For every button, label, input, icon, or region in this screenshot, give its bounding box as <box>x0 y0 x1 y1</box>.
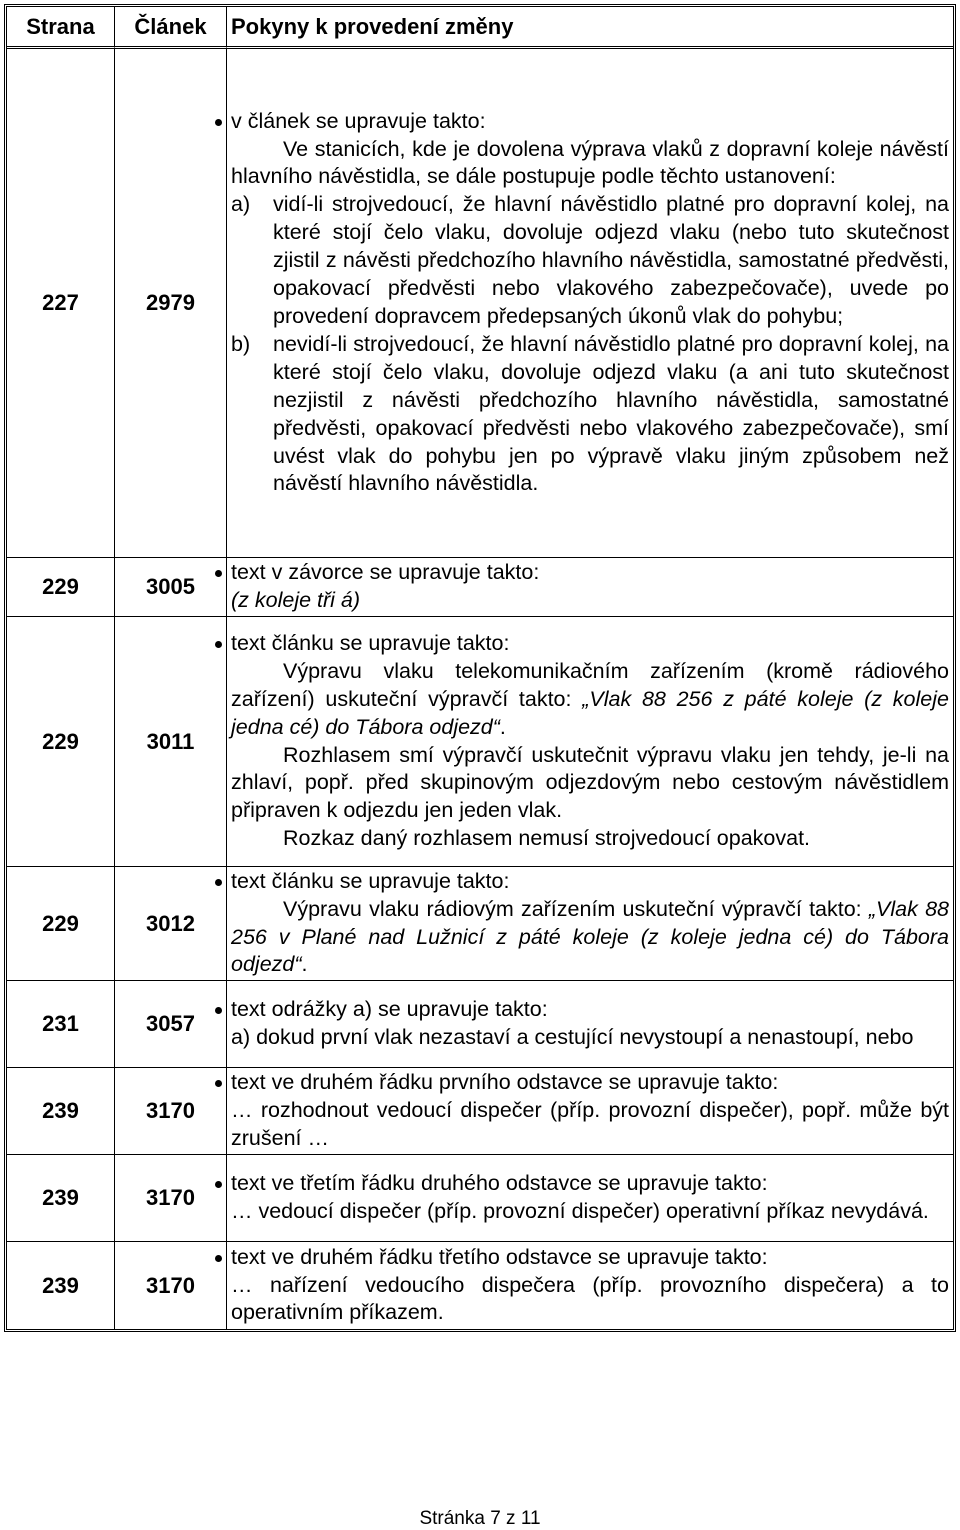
page-number: 229 <box>7 617 115 867</box>
instruction-lead: text ve třetím řádku druhého odstavce se upravuje takto: <box>231 1170 949 1198</box>
paragraph-text: Výpravu vlaku telekomunikačním zařízením (kromě rádiového zařízení) uskuteční výpravčí takto: <box>231 658 949 711</box>
page-number: 231 <box>7 981 115 1068</box>
quoted-announcement: „Vlak 88 256 v Plané nad Lužnicí z páté koleje (z koleje jedna cé) do Tábora odjezd“ <box>231 896 950 977</box>
header-row <box>7 7 953 49</box>
instruction-cell <box>227 558 953 617</box>
list-item-text: nevidí-li strojvedoucí, že hlavní návěstidlo platné pro dopravní kolej, na které stojí čelo vlaku, dovoluje odjezd vlaku (a ani tuto skutečnost nezjistil z návěsti předchozího hlavního návěstidla, samostatné předvěsti, opakovací předvěsti nebo vlakového zabezpečovače), smí uvést vlak do pohybu jen po výpravě vlaku jiným způsobem než návěstí hlavního návěstidla. <box>273 331 949 496</box>
table-row <box>7 867 953 981</box>
instruction-lead: text ve druhém řádku třetího odstavce se upravuje takto: <box>231 1244 949 1272</box>
instruction-paragraph: Rozhlasem smí výpravčí uskutečnit výpravu vlaku jen tehdy, je-li na zhlaví, popř. před skupinovým odjezdovým nebo cestovým návěstidlem připraven k odjezdu jen jeden vlak. <box>231 742 949 823</box>
table-row <box>7 1155 953 1242</box>
instruction-cell <box>227 1068 953 1155</box>
instruction-paragraph: Rozkaz daný rozhlasem nemusí strojvedoucí opakovat. <box>283 826 811 851</box>
instruction-paragraph <box>231 658 949 742</box>
page-number: 229 <box>7 558 115 617</box>
instruction-text: a) dokud první vlak nezastaví a cestující nevystoupí a nenastoupí, nebo <box>231 1025 914 1049</box>
paragraph-end: . <box>301 952 308 977</box>
instruction-text: … vedoucí dispečer (příp. provozní dispečer) operativní příkaz nevydává. <box>231 1199 929 1223</box>
article-number: 3005 <box>115 558 227 617</box>
instruction-cell <box>227 1155 953 1242</box>
page-number: 239 <box>7 1242 115 1329</box>
table-row <box>7 558 953 617</box>
table-row <box>7 49 953 558</box>
list-marker: b) <box>231 331 251 356</box>
table-row <box>7 1242 953 1329</box>
page-number: 229 <box>7 867 115 981</box>
list-item-text: vidí-li strojvedoucí, že hlavní návěstidlo platné pro dopravní kolej, na které stojí čelo vlaku, dovoluje odjezd vlaku (nebo tuto skutečnost zjistil z návěsti předchozího hlavního návěstidla, samostatné předvěsti, opakovací předvěsti nebo vlakového zabezpečovače), uvede po provedení dopravcem předepsaných úkonů vlak do pohybu; <box>273 192 949 328</box>
changes-table <box>4 4 956 1332</box>
quoted-announcement: „Vlak 88 256 z páté koleje (z koleje jedna cé) do Tábora odjezd“ <box>231 686 949 739</box>
table-row <box>7 617 953 867</box>
instruction-cell <box>227 1242 953 1329</box>
instruction-lead: text odrážky a) se upravuje takto: <box>231 996 949 1024</box>
header-article: Článek <box>115 7 227 49</box>
instruction-cell <box>227 617 953 867</box>
article-number: 3011 <box>115 617 227 867</box>
instruction-lead: text v závorce se upravuje takto: <box>231 559 949 587</box>
page-number: 239 <box>7 1155 115 1242</box>
article-number: 3012 <box>115 867 227 981</box>
instruction-intro: Ve stanicích, kde je dovolena výprava vlaků z dopravní koleje návěstí hlavního návěstidla, se dále postupuje podle těchto ustanovení: <box>231 136 949 189</box>
article-number: 3170 <box>115 1242 227 1329</box>
page-footer: Stránka 7 z 11 <box>419 1508 541 1529</box>
article-number: 2979 <box>115 49 227 558</box>
list-marker: a) <box>231 192 251 217</box>
instruction-cell <box>227 981 953 1068</box>
instruction-cell <box>227 867 953 981</box>
instruction-text: … rozhodnout vedoucí dispečer (příp. provozní dispečer), popř. může být zrušení … <box>231 1098 949 1150</box>
list-item <box>231 331 949 498</box>
article-number: 3170 <box>115 1155 227 1242</box>
page-number: 239 <box>7 1068 115 1155</box>
instruction-text: … nařízení vedoucího dispečera (příp. provozního dispečera) a to operativním příkazem. <box>231 1272 949 1325</box>
header-instructions: Pokyny k provedení změny <box>227 7 953 49</box>
instruction-lead: text článku se upravuje takto: <box>231 868 949 896</box>
paragraph-end: . <box>499 714 506 739</box>
instruction-lead: v článek se upravuje takto: <box>231 108 949 136</box>
instruction-cell <box>227 49 953 558</box>
instruction-lead: text ve druhém řádku prvního odstavce se upravuje takto: <box>231 1069 949 1097</box>
list-item <box>231 191 949 331</box>
instruction-text: (z koleje tři á) <box>231 588 361 612</box>
instruction-paragraph <box>231 896 949 980</box>
instruction-lead: text článku se upravuje takto: <box>231 630 949 658</box>
article-number: 3057 <box>115 981 227 1068</box>
table-row <box>7 1068 953 1155</box>
article-number: 3170 <box>115 1068 227 1155</box>
paragraph-text: Výpravu vlaku rádiovým zařízením uskuteční výpravčí takto: <box>283 896 869 921</box>
table-row <box>7 981 953 1068</box>
header-page: Strana <box>7 7 115 49</box>
page-number: 227 <box>7 49 115 558</box>
